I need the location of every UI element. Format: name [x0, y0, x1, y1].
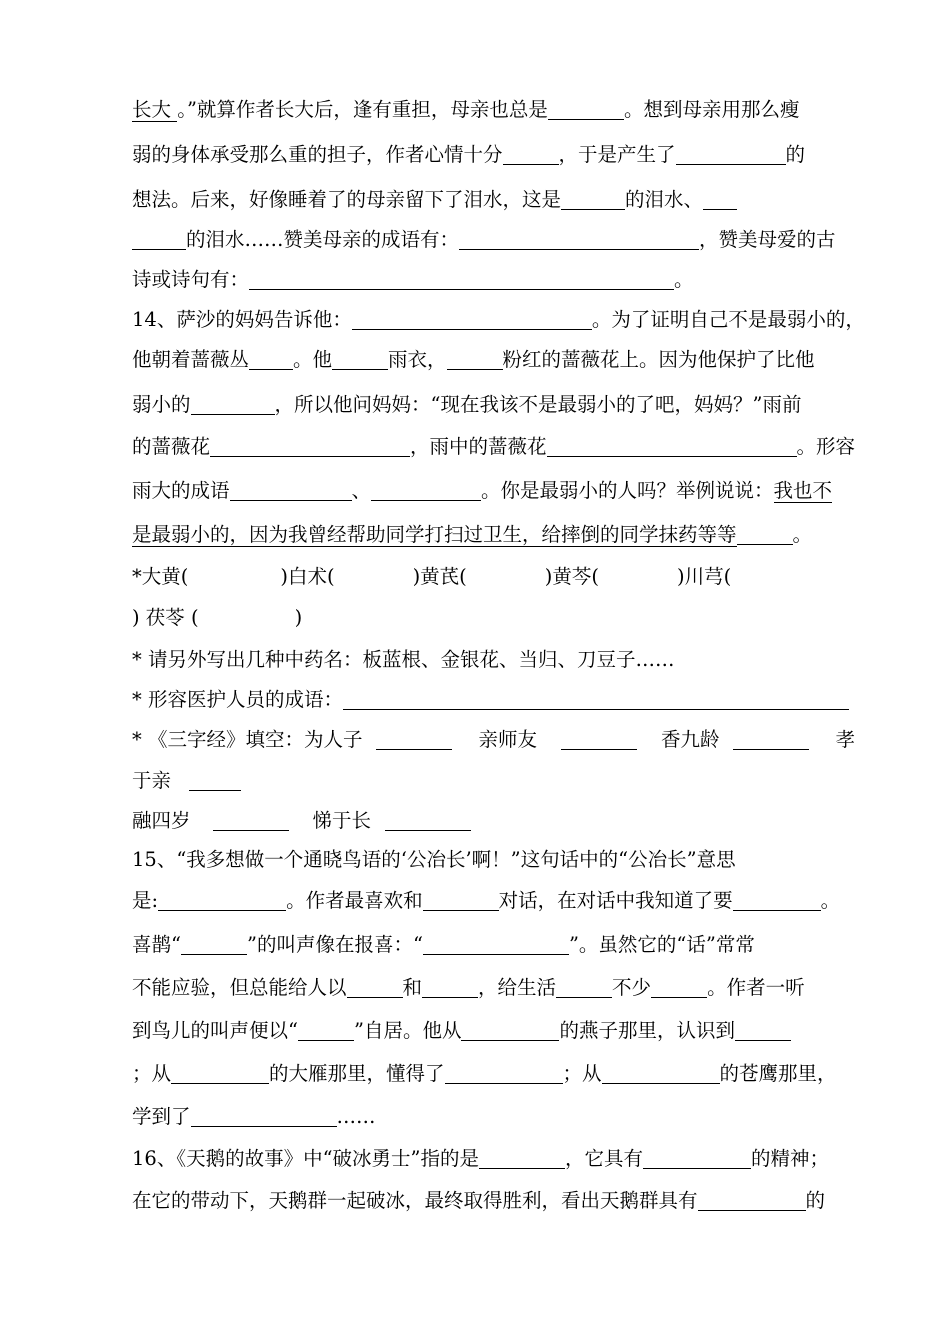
answer-blank[interactable] [602, 1061, 720, 1084]
answer-blank[interactable] [132, 227, 186, 250]
answer-blank[interactable] [676, 142, 786, 165]
answer-blank[interactable] [547, 434, 797, 457]
answer-blank[interactable] [352, 307, 592, 330]
answer-blank[interactable] [561, 187, 625, 210]
answer-blank[interactable] [461, 1018, 559, 1041]
answer-blank[interactable] [479, 1146, 565, 1169]
answer-blank[interactable] [733, 727, 809, 750]
underlined-answer: 板蓝根、金银花、当归、刀豆子…… [362, 645, 832, 675]
answer-blank[interactable] [249, 347, 293, 370]
answer-blank[interactable] [210, 434, 410, 457]
text-line: 于亲 [132, 766, 880, 796]
text-line: 雨大的成语 、 。你是最弱小的人吗？举例说说：我也不 [132, 479, 833, 502]
answer-blank[interactable] [371, 478, 481, 501]
answer-blank[interactable] [347, 975, 403, 998]
text-line: *大黄( )白术( )黄芪( )黄芩( )川芎( [132, 565, 732, 588]
text-line: 他朝着蔷薇丛 。他 雨衣， 粉红的蔷薇花上。因为他保护了比他 [132, 348, 815, 371]
text-line: 融四岁 悌于长 [132, 806, 880, 836]
answer-blank[interactable] [191, 1104, 337, 1127]
underlined-answer: 长大 [132, 98, 178, 121]
answer-blank[interactable] [503, 142, 559, 165]
answer-blank[interactable] [651, 975, 707, 998]
text-line: 不能应验，但总能给人以 和 ，给生活 不少 。作者一听 [132, 976, 805, 999]
answer-blank[interactable] [385, 808, 471, 831]
answer-blank[interactable] [189, 768, 241, 791]
text-line: * 《三字经》填空：为人子 亲师友 香九龄 孝 [132, 728, 855, 751]
text-line: ) 茯苓 ( ) [132, 606, 303, 629]
text-line: 是最弱小的，因为我曾经帮助同学打扫过卫生，给摔倒的同学抹药等等 。 [132, 523, 813, 546]
underlined-answer: 我也不 [773, 479, 833, 502]
answer-blank[interactable] [445, 1061, 563, 1084]
text-line: * 形容医护人员的成语： [132, 685, 880, 715]
text-line: 14、萨沙的妈妈告诉他： 。为了证明自己不是最弱小的， [132, 308, 865, 331]
text-line: 的泪水……赞美母亲的成语有： ，赞美母爱的古 [132, 225, 880, 255]
answer-blank[interactable] [376, 727, 452, 750]
answer-blank[interactable] [158, 888, 286, 911]
text-line: 是: 。作者最喜欢和 对话，在对话中我知道了要 。 [132, 889, 841, 912]
text-line: 喜鹊“ ”的叫声像在报喜：“ ”。虽然它的“话”常常 [132, 933, 755, 956]
answer-blank[interactable] [735, 1018, 791, 1041]
text-line: 弱的身体承受那么重的担子，作者心情十分 ，于是产生了 的 [132, 143, 806, 166]
text-line: ；从 的大雁那里，懂得了 ；从 的苍鹰那里， [132, 1062, 837, 1085]
answer-blank[interactable] [213, 808, 289, 831]
answer-blank[interactable] [423, 932, 569, 955]
text-line: 到鸟儿的叫声便以“ ”自居。他从 的燕子那里，认识到 [132, 1016, 880, 1046]
text-line: 想法。后来，好像睡着了的母亲留下了泪水，这是 的泪水、 [132, 185, 880, 215]
answer-blank[interactable] [548, 97, 624, 120]
answer-blank[interactable] [561, 727, 637, 750]
text-line: 弱小的 ，所以他问妈妈：“现在我该不是最弱小的了吧，妈妈？”雨前 [132, 393, 802, 416]
text-line: 诗或诗句有： 。 [132, 268, 694, 291]
text-line: 16、《天鹅的故事》中“破冰勇士”指的是 ，它具有 的精神； [132, 1147, 830, 1170]
answer-blank[interactable] [423, 888, 499, 911]
text-line: 学到了 …… [132, 1105, 376, 1128]
answer-blank[interactable] [733, 888, 821, 911]
answer-blank[interactable] [737, 522, 793, 545]
text-line: 的蔷薇花 ，雨中的蔷薇花 。形容 [132, 435, 856, 458]
answer-blank[interactable] [171, 1061, 269, 1084]
answer-blank[interactable] [422, 975, 478, 998]
underlined-answer: 是最弱小的，因为我曾经帮助同学打扫过卫生，给摔倒的同学抹药等等 [132, 523, 737, 546]
answer-blank[interactable] [556, 975, 612, 998]
answer-blank[interactable] [298, 1018, 354, 1041]
text-line: 在它的带动下，天鹅群一起破冰，最终取得胜利，看出天鹅群具有 的 [132, 1189, 826, 1212]
answer-blank[interactable] [703, 187, 737, 210]
answer-blank[interactable] [191, 392, 275, 415]
answer-blank[interactable] [459, 227, 699, 250]
answer-blank[interactable] [343, 687, 849, 710]
answer-blank[interactable] [249, 267, 674, 290]
answer-blank[interactable] [698, 1188, 806, 1211]
answer-blank[interactable] [643, 1146, 751, 1169]
text-line: 长大 。”就算作者长大后，逢有重担，母亲也总是 。想到母亲用那么瘦 [132, 98, 800, 121]
answer-blank[interactable] [332, 347, 388, 370]
text-line: 15、“我多想做一个通晓鸟语的‘公冶长’啊！”这句话中的“公冶长”意思 [132, 848, 736, 871]
text-line: * 请另外写出几种中药名：板蓝根、金银花、当归、刀豆子…… [132, 645, 880, 675]
answer-blank[interactable] [181, 932, 247, 955]
answer-blank[interactable] [447, 347, 503, 370]
answer-blank[interactable] [230, 478, 352, 501]
